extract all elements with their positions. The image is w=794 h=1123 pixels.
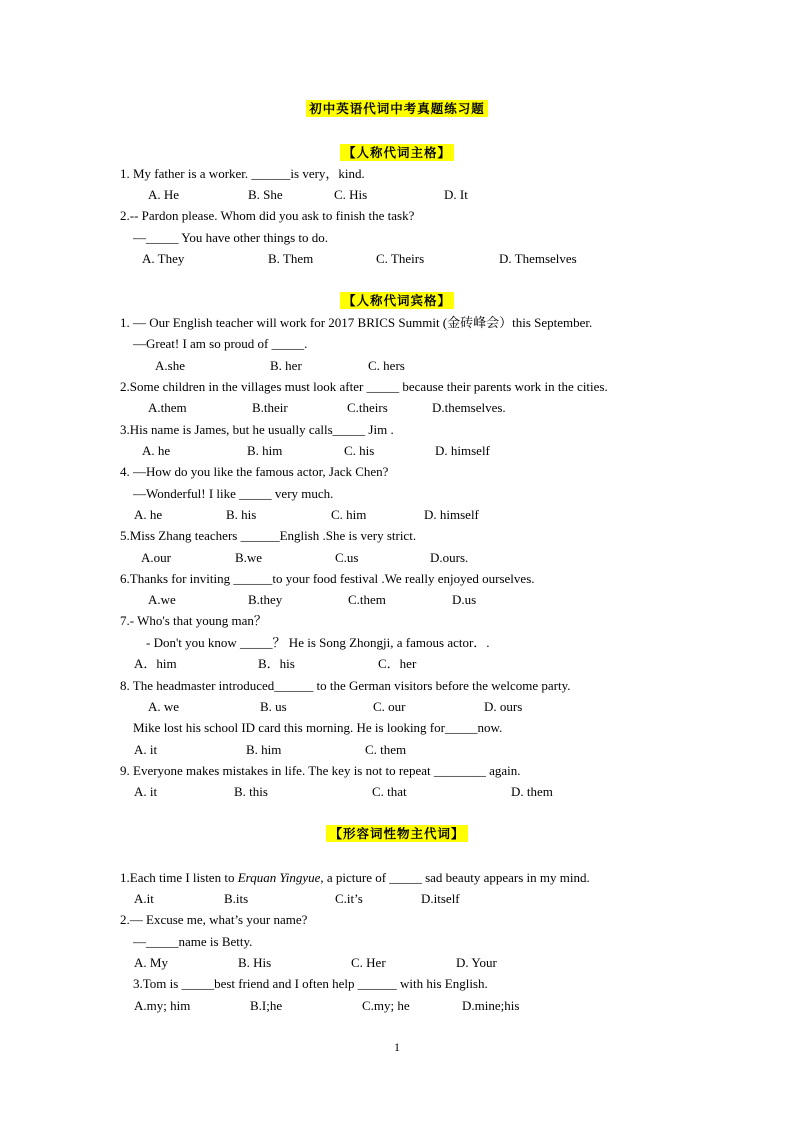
option-b: B. this (234, 784, 268, 799)
question-stem: 7.- Who's that young man？ (120, 613, 267, 628)
question-stem: 4. —How do you like the famous actor, Jack Chen? (120, 464, 389, 479)
option-b: B.they (248, 592, 283, 607)
question-stem: 2.— Excuse me, what’s your name? (120, 912, 308, 927)
option-c: C. our (373, 699, 406, 714)
question-stem: 1. — Our English teacher will work for 2017 BRICS Summit (金砖峰会）this September. (120, 315, 593, 330)
option-b: B. him (246, 742, 282, 757)
question-stem: 1. My father is a worker. ______is very，kind. (120, 166, 365, 181)
option-d: D.ours. (430, 550, 469, 565)
option-c: C.it’s (335, 891, 363, 906)
option-c: C．her (378, 656, 417, 671)
option-c: C.us (335, 550, 359, 565)
option-d: D.itself (421, 891, 460, 906)
option-a: A. we (148, 699, 180, 714)
section-heading-block (0, 291, 794, 310)
option-b: B. Them (268, 251, 314, 266)
option-a: A.our (141, 550, 171, 565)
option-b: B. She (248, 187, 283, 202)
option-d: D.us (452, 592, 477, 607)
option-a: A．him (134, 656, 177, 671)
stem-italic-title: Erquan Yingyue (237, 870, 321, 885)
option-a: A. it (134, 784, 158, 799)
section-heading-subject-pronoun: 【人称代词主格】 (340, 144, 454, 161)
option-b: B. His (238, 955, 272, 970)
option-d: D. himself (435, 443, 490, 458)
option-d: D.themselves. (432, 400, 506, 415)
option-b: B. him (247, 443, 283, 458)
section-heading-possessive-adjective: 【形容词性物主代词】 (326, 825, 467, 842)
question-stem: 8. The headmaster introduced______ to the German visitors before the welcome party. (120, 678, 571, 693)
option-b: B.their (252, 400, 288, 415)
option-b: B. us (260, 699, 287, 714)
title-block (0, 99, 794, 118)
option-c: C. them (365, 742, 407, 757)
stem-part: 1.Each time I listen to (120, 870, 238, 885)
option-b: B. his (226, 507, 257, 522)
stem-part: , a picture of _____ sad beauty appears in my mind. (320, 870, 590, 885)
question-extra-stem: Mike lost his school ID card this morning. He is looking for_____now. (133, 720, 503, 735)
option-a: A.it (134, 891, 154, 906)
option-d: D. Your (456, 955, 497, 970)
section-heading-object-pronoun: 【人称代词宾格】 (340, 292, 454, 309)
question-reply: —_____name is Betty. (133, 934, 253, 949)
option-a: A. he (142, 443, 171, 458)
option-a: A. They (142, 251, 185, 266)
option-a: A.we (148, 592, 176, 607)
option-b: B.we (235, 550, 263, 565)
option-c: C. hers (368, 358, 405, 373)
option-a: A.my; him (134, 998, 191, 1013)
section-heading-block (0, 143, 794, 162)
option-d: D. Themselves (499, 251, 577, 266)
option-b: B．his (258, 656, 295, 671)
option-a: A. it (134, 742, 158, 757)
option-d: D. It (444, 187, 468, 202)
option-d: D. himself (424, 507, 479, 522)
question-stem: 3.Tom is _____best friend and I often help ______ with his English. (133, 976, 488, 991)
question-stem: 2.Some children in the villages must look after _____ because their parents work in the cities. (120, 379, 608, 394)
option-b: B. her (270, 358, 302, 373)
question-stem (120, 870, 590, 886)
option-d: D. them (511, 784, 553, 799)
option-a: A.she (155, 358, 185, 373)
question-stem: 5.Miss Zhang teachers ______English .She is very strict. (120, 528, 417, 543)
option-c: C.theirs (347, 400, 388, 415)
option-d: D.mine;his (462, 998, 520, 1013)
page-number: 1 (394, 1040, 400, 1054)
question-reply: —Great! I am so proud of _____. (133, 336, 308, 351)
document-title: 初中英语代词中考真题练习题 (306, 100, 488, 117)
option-b: B.its (224, 891, 249, 906)
option-c: C. his (344, 443, 375, 458)
question-stem: 6.Thanks for inviting ______to your food festival .We really enjoyed ourselves. (120, 571, 535, 586)
option-c: C.my; he (362, 998, 410, 1013)
question-stem: 3.His name is James, but he usually calls_____ Jim . (120, 422, 394, 437)
option-a: A.them (148, 400, 187, 415)
option-c: C. Her (351, 955, 386, 970)
option-b: B.I;he (250, 998, 283, 1013)
option-c: C. him (331, 507, 367, 522)
question-reply: - Don't you know _____？ He is Song Zhongji, a famous actor．. (146, 635, 490, 650)
section-heading-block (0, 824, 794, 843)
option-d: D. ours (484, 699, 523, 714)
option-a: A. he (134, 507, 163, 522)
question-reply: —Wonderful! I like _____ very much. (133, 486, 334, 501)
option-c: C.them (348, 592, 386, 607)
question-reply: —_____ You have other things to do. (133, 230, 328, 245)
option-a: A. He (148, 187, 180, 202)
option-c: C. Theirs (376, 251, 425, 266)
question-stem: 9. Everyone makes mistakes in life. The key is not to repeat ________ again. (120, 763, 521, 778)
question-stem: 2.-- Pardon please. Whom did you ask to finish the task? (120, 208, 415, 223)
option-c: C. His (334, 187, 368, 202)
option-c: C. that (372, 784, 407, 799)
option-a: A. My (134, 955, 168, 970)
